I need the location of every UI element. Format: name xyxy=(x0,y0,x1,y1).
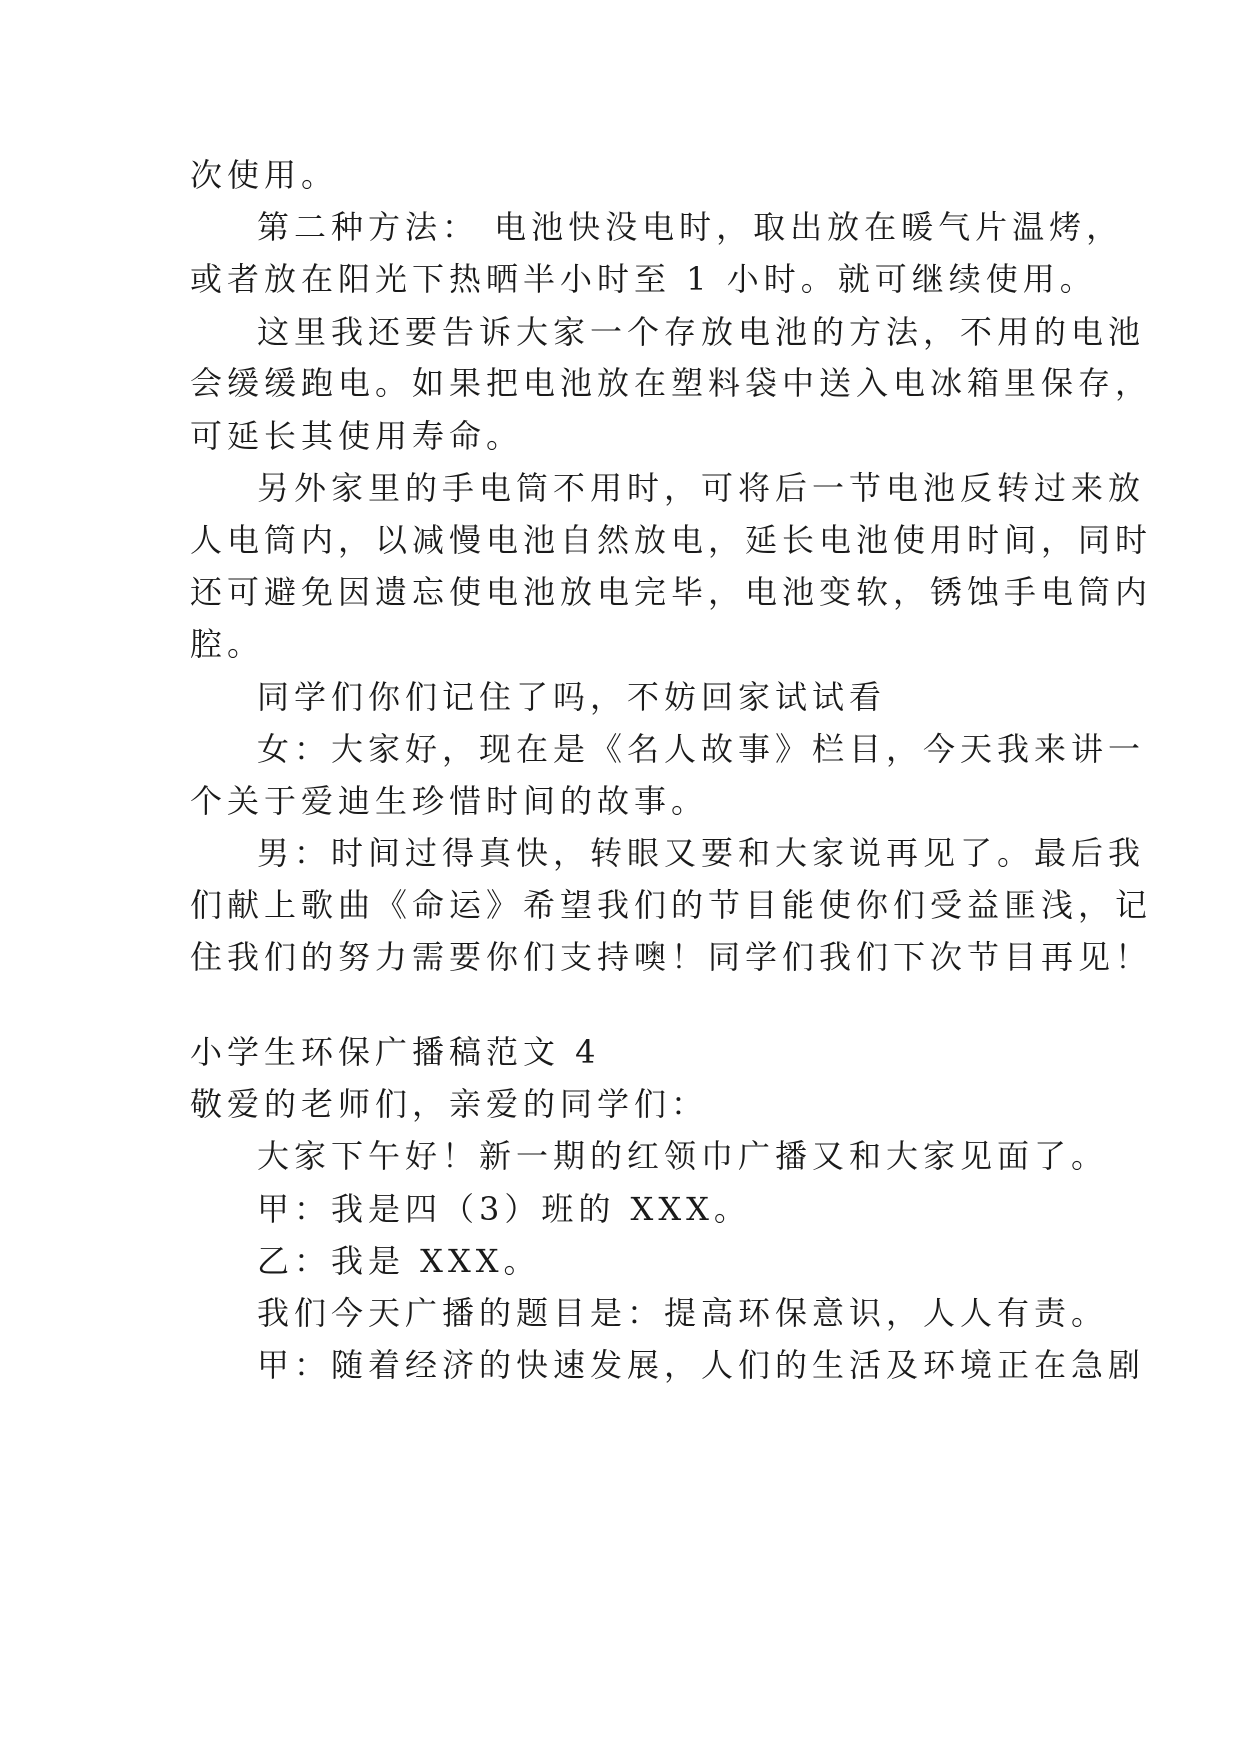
text-line: 个关于爱迪生珍惜时间的故事。 xyxy=(190,782,709,820)
text-line: 们献上歌曲《命运》希望我们的节目能使你们受益匪浅，记 xyxy=(190,886,1153,924)
text-line: 这里我还要告诉大家一个存放电池的方法，不用的电池 xyxy=(257,313,1146,351)
text-line: 敬爱的老师们，亲爱的同学们： xyxy=(190,1085,709,1123)
text-line: 同学们你们记住了吗，不妨回家试试看 xyxy=(257,678,887,716)
text-line: 甲：我是四（3）班的 XXX。 xyxy=(257,1190,751,1228)
text-line: 住我们的努力需要你们支持噢！同学们我们下次节目再见！ xyxy=(190,938,1153,976)
text-line: 乙：我是 XXX。 xyxy=(257,1242,541,1280)
text-line: 次使用。 xyxy=(190,156,339,194)
text-line: 甲：随着经济的快速发展，人们的生活及环境正在急剧 xyxy=(257,1346,1146,1384)
text-line: 可延长其使用寿命。 xyxy=(190,417,524,455)
text-line: 大家下午好！新一期的红领巾广播又和大家见面了。 xyxy=(257,1137,1109,1175)
text-line: 女：大家好，现在是《名人故事》栏目，今天我来讲一 xyxy=(257,730,1146,768)
text-line: 第二种方法： 电池快没电时，取出放在暖气片温烤， xyxy=(257,208,1124,246)
text-line: 另外家里的手电筒不用时，可将后一节电池反转过来放 xyxy=(257,469,1146,507)
text-line: 还可避免因遗忘使电池放电完毕，电池变软，锈蚀手电筒内 xyxy=(190,573,1153,611)
text-line: 会缓缓跑电。如果把电池放在塑料袋中送入电冰箱里保存， xyxy=(190,364,1153,402)
text-line: 或者放在阳光下热晒半小时至 1 小时。就可继续使用。 xyxy=(190,260,1097,298)
text-line: 男：时间过得真快，转眼又要和大家说再见了。最后我 xyxy=(257,834,1146,872)
text-line: 腔。 xyxy=(190,625,265,663)
text-line: 人电筒内，以减慢电池自然放电，延长电池使用时间，同时 xyxy=(190,521,1153,559)
text-line: 我们今天广播的题目是：提高环保意识，人人有责。 xyxy=(257,1294,1109,1332)
section-title: 小学生环保广播稿范文 4 xyxy=(190,1033,601,1071)
